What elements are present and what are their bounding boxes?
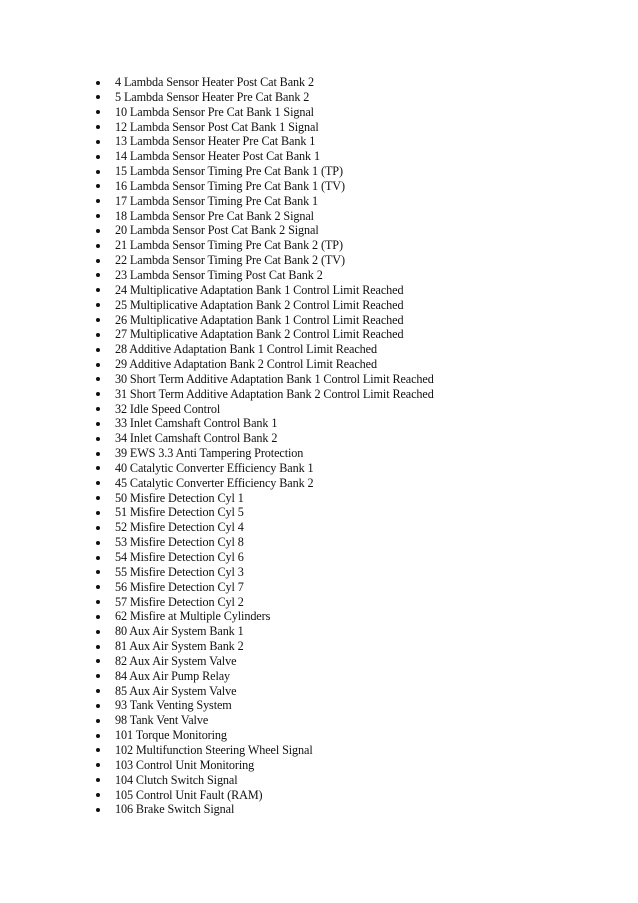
list-item (96, 684, 616, 699)
bullet-icon (96, 630, 100, 634)
bullet-icon (96, 140, 100, 144)
bullet-icon (96, 778, 100, 782)
bullet-icon (96, 526, 100, 530)
list-item-text: 93 Tank Venting System (115, 698, 232, 713)
list-item-text: 24 Multiplicative Adaptation Bank 1 Control Limit Reached (115, 282, 404, 297)
list-item-text: 28 Additive Adaptation Bank 1 Control Limit Reached (115, 342, 377, 357)
bullet-icon (96, 422, 100, 426)
list-item (96, 565, 616, 580)
list-item-text: 30 Short Term Additive Adaptation Bank 1 Control Limit Reached (115, 371, 434, 386)
bullet-icon (96, 377, 100, 381)
list-item (96, 476, 616, 491)
bullet-icon (96, 184, 100, 188)
list-item (96, 743, 616, 758)
list-item-text: 80 Aux Air System Bank 1 (115, 624, 244, 639)
list-item-text: 56 Misfire Detection Cyl 7 (115, 579, 244, 594)
list-item-text: 16 Lambda Sensor Timing Pre Cat Bank 1 (TV) (115, 178, 345, 193)
bullet-icon (96, 348, 100, 352)
bullet-icon (96, 541, 100, 545)
list-item-text: 12 Lambda Sensor Post Cat Bank 1 Signal (115, 119, 319, 134)
list-item (96, 580, 616, 595)
list-item (96, 550, 616, 565)
list-item (96, 431, 616, 446)
list-item (96, 505, 616, 520)
bullet-icon (96, 808, 100, 812)
bullet-icon (96, 363, 100, 367)
list-item-text: 5 Lambda Sensor Heater Pre Cat Bank 2 (115, 89, 310, 104)
list-item (96, 313, 616, 328)
bullet-icon (96, 511, 100, 515)
bullet-icon (96, 600, 100, 604)
bullet-icon (96, 734, 100, 738)
list-item-text: 17 Lambda Sensor Timing Pre Cat Bank 1 (115, 193, 319, 208)
bullet-icon (96, 125, 100, 129)
list-item-text: 20 Lambda Sensor Post Cat Bank 2 Signal (115, 223, 319, 238)
list-item (96, 491, 616, 506)
bullet-icon (96, 748, 100, 752)
list-item-text: 40 Catalytic Converter Efficiency Bank 1 (115, 460, 314, 475)
list-item (96, 149, 616, 164)
list-item-text: 29 Additive Adaptation Bank 2 Control Limit Reached (115, 357, 377, 372)
list-item-text: 55 Misfire Detection Cyl 3 (115, 564, 244, 579)
list-item (96, 372, 616, 387)
list-item-text: 50 Misfire Detection Cyl 1 (115, 490, 244, 505)
list-item (96, 788, 616, 803)
bullet-icon (96, 645, 100, 649)
list-item (96, 253, 616, 268)
list-item (96, 654, 616, 669)
list-item-text: 98 Tank Vent Valve (115, 713, 209, 728)
list-item-text: 39 EWS 3.3 Anti Tampering Protection (115, 446, 304, 461)
bullet-icon (96, 452, 100, 456)
list-item (96, 238, 616, 253)
list-item-text: 104 Clutch Switch Signal (115, 772, 238, 787)
list-item (96, 120, 616, 135)
list-item (96, 298, 616, 313)
bullet-icon (96, 556, 100, 560)
bullet-icon (96, 674, 100, 678)
list-item-text: 101 Torque Monitoring (115, 728, 227, 743)
bullet-icon (96, 496, 100, 500)
list-item-text: 57 Misfire Detection Cyl 2 (115, 594, 244, 609)
fault-code-list (96, 75, 616, 817)
list-item-text: 18 Lambda Sensor Pre Cat Bank 2 Signal (115, 208, 314, 223)
bullet-icon (96, 466, 100, 470)
list-item-text: 15 Lambda Sensor Timing Pre Cat Bank 1 (TP) (115, 164, 343, 179)
list-item-text: 45 Catalytic Converter Efficiency Bank 2 (115, 475, 314, 490)
list-item (96, 461, 616, 476)
list-item (96, 90, 616, 105)
bullet-icon (96, 793, 100, 797)
list-item (96, 387, 616, 402)
bullet-icon (96, 170, 100, 174)
bullet-icon (96, 333, 100, 337)
list-item (96, 713, 616, 728)
list-item-text: 85 Aux Air System Valve (115, 683, 237, 698)
list-item-text: 103 Control Unit Monitoring (115, 757, 255, 772)
bullet-icon (96, 273, 100, 277)
list-item-text: 33 Inlet Camshaft Control Bank 1 (115, 416, 278, 431)
list-item-text: 34 Inlet Camshaft Control Bank 2 (115, 431, 278, 446)
list-item (96, 179, 616, 194)
bullet-icon (96, 481, 100, 485)
list-item (96, 446, 616, 461)
list-item-text: 84 Aux Air Pump Relay (115, 668, 231, 683)
list-item-text: 4 Lambda Sensor Heater Post Cat Bank 2 (115, 75, 314, 89)
list-item (96, 520, 616, 535)
list-item (96, 402, 616, 417)
bullet-icon (96, 110, 100, 114)
list-item-text: 25 Multiplicative Adaptation Bank 2 Control Limit Reached (115, 297, 404, 312)
bullet-icon (96, 199, 100, 203)
list-item (96, 669, 616, 684)
list-item (96, 194, 616, 209)
bullet-icon (96, 244, 100, 248)
list-item (96, 609, 616, 624)
list-item-text: 27 Multiplicative Adaptation Bank 2 Control Limit Reached (115, 327, 404, 342)
list-item (96, 416, 616, 431)
bullet-icon (96, 585, 100, 589)
list-item-text: 62 Misfire at Multiple Cylinders (115, 609, 271, 624)
bullet-icon (96, 95, 100, 99)
list-item-text: 51 Misfire Detection Cyl 5 (115, 505, 244, 520)
list-item-text: 22 Lambda Sensor Timing Pre Cat Bank 2 (TV) (115, 253, 345, 268)
list-item-text: 53 Misfire Detection Cyl 8 (115, 535, 244, 550)
list-item-text: 23 Lambda Sensor Timing Post Cat Bank 2 (115, 267, 323, 282)
bullet-icon (96, 689, 100, 693)
bullet-icon (96, 392, 100, 396)
list-item (96, 595, 616, 610)
list-item-text: 21 Lambda Sensor Timing Pre Cat Bank 2 (TP) (115, 238, 343, 253)
list-item-text: 10 Lambda Sensor Pre Cat Bank 1 Signal (115, 104, 314, 119)
list-item (96, 105, 616, 120)
list-item (96, 535, 616, 550)
list-item-text: 106 Brake Switch Signal (115, 802, 235, 817)
list-item (96, 639, 616, 654)
list-item (96, 357, 616, 372)
bullet-icon (96, 259, 100, 263)
list-item (96, 802, 616, 817)
bullet-icon (96, 229, 100, 233)
list-item-text: 26 Multiplicative Adaptation Bank 1 Control Limit Reached (115, 312, 404, 327)
list-item-text: 102 Multifunction Steering Wheel Signal (115, 742, 313, 757)
bullet-icon (96, 407, 100, 411)
bullet-icon (96, 318, 100, 322)
bullet-icon (96, 763, 100, 767)
bullet-icon (96, 704, 100, 708)
bullet-icon (96, 570, 100, 574)
list-item (96, 624, 616, 639)
bullet-icon (96, 214, 100, 218)
list-item (96, 327, 616, 342)
list-item (96, 758, 616, 773)
list-item-text: 13 Lambda Sensor Heater Pre Cat Bank 1 (115, 134, 316, 149)
bullet-icon (96, 659, 100, 663)
bullet-icon (96, 303, 100, 307)
bullet-icon (96, 719, 100, 723)
bullet-icon (96, 288, 100, 292)
list-item (96, 728, 616, 743)
list-item (96, 342, 616, 357)
list-item (96, 283, 616, 298)
list-item (96, 209, 616, 224)
list-item-text: 31 Short Term Additive Adaptation Bank 2 Control Limit Reached (115, 386, 434, 401)
bullet-icon (96, 81, 100, 85)
list-item-text: 14 Lambda Sensor Heater Post Cat Bank 1 (115, 149, 320, 164)
list-item (96, 268, 616, 283)
list-item-text: 105 Control Unit Fault (RAM) (115, 787, 263, 802)
bullet-icon (96, 155, 100, 159)
bullet-icon (96, 437, 100, 441)
list-item (96, 698, 616, 713)
list-item-text: 82 Aux Air System Valve (115, 653, 237, 668)
list-item (96, 773, 616, 788)
list-item-text: 81 Aux Air System Bank 2 (115, 639, 244, 654)
list-item-text: 32 Idle Speed Control (115, 401, 221, 416)
list-item (96, 134, 616, 149)
list-item-text: 52 Misfire Detection Cyl 4 (115, 520, 244, 535)
bullet-icon (96, 615, 100, 619)
list-item (96, 75, 616, 90)
list-item (96, 164, 616, 179)
list-item (96, 223, 616, 238)
list-item-text: 54 Misfire Detection Cyl 6 (115, 550, 244, 564)
